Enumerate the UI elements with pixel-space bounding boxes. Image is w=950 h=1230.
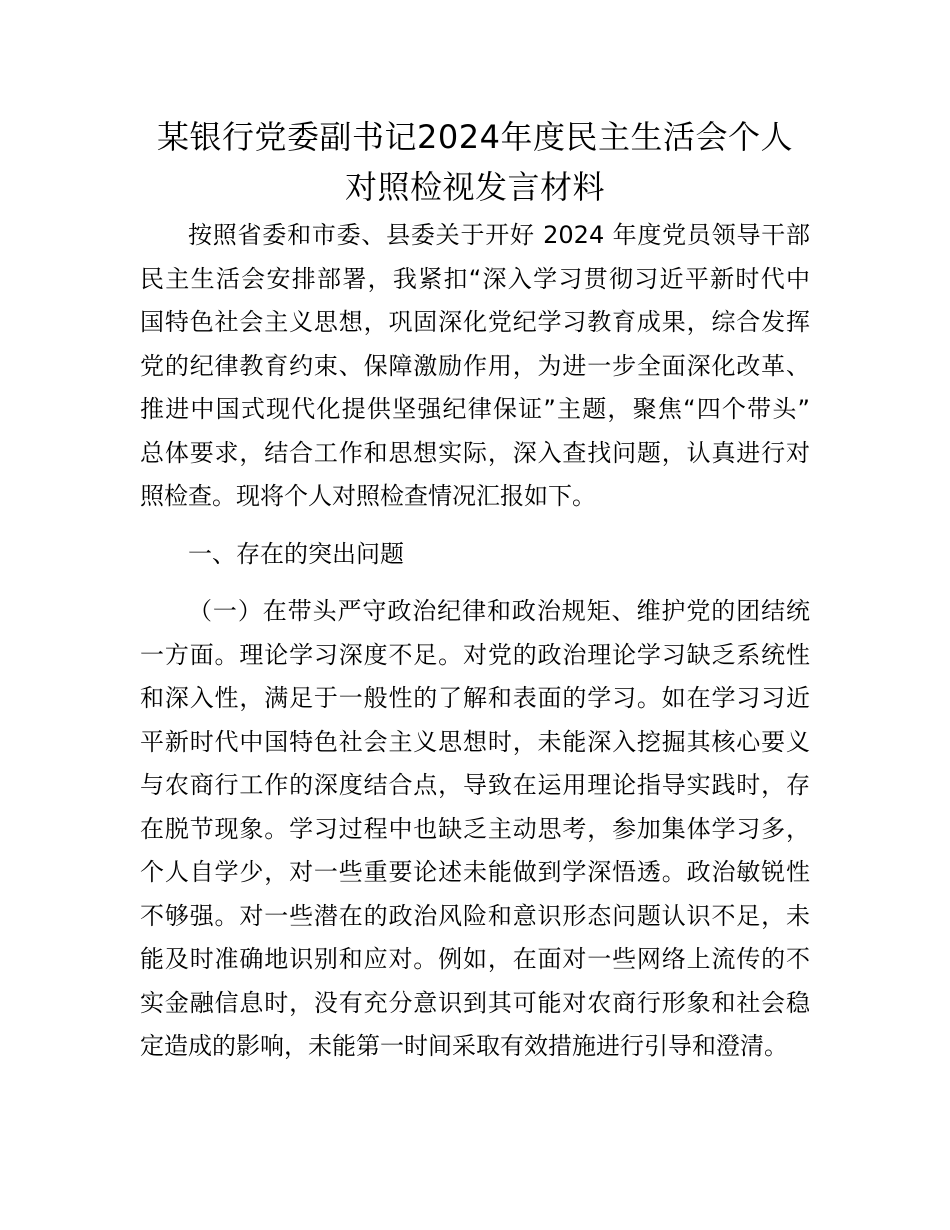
text-line: 民主生活会安排部署，我紧扣“深入学习贯彻习近平新时代中 bbox=[140, 264, 810, 293]
text-line: 与农商行工作的深度结合点，导致在运用理论指导实践时，存 bbox=[140, 771, 810, 799]
text-line: 定造成的影响，未能第一时间采取有效措施进行引导和澄清。 bbox=[140, 1032, 788, 1060]
text-line: 不够强。对一些潜在的政治风险和意识形态问题认识不足，未 bbox=[140, 901, 810, 930]
intro-paragraph bbox=[140, 214, 810, 519]
section-paragraph bbox=[140, 590, 810, 1069]
document-title bbox=[140, 112, 810, 212]
text-line: 实金融信息时，没有充分意识到其可能对农商行形象和社会稳 bbox=[140, 988, 810, 1017]
title-line-1: 某银行党委副书记2024年度民主生活会个人 bbox=[157, 118, 793, 156]
text-line: 平新时代中国特色社会主义思想时，未能深入挖掘其核心要义 bbox=[140, 727, 810, 756]
text-line: 能及时准确地识别和应对。例如，在面对一些网络上流传的不 bbox=[140, 945, 810, 973]
text-line: 总体要求，结合工作和思想实际，深入查找问题，认真进行对 bbox=[140, 438, 810, 467]
title-line-2: 对照检视发言材料 bbox=[344, 168, 605, 206]
text-line: 个人自学少，对一些重要论述未能做到学深悟透。政治敏锐性 bbox=[140, 858, 810, 886]
text-line: 推进中国式现代化提供坚强纪律保证”主题，聚焦“四个带头” bbox=[140, 395, 810, 423]
text-line: 一方面。理论学习深度不足。对党的政治理论学习缺乏系统性 bbox=[140, 640, 810, 669]
text-line: 党的纪律教育约束、保障激励作用，为进一步全面深化改革、 bbox=[140, 351, 810, 380]
text-line: 在脱节现象。学习过程中也缺乏主动思考，参加集体学习多， bbox=[140, 814, 810, 843]
text-line: （一）在带头严守政治纪律和政治规矩、维护党的团结统 bbox=[188, 597, 810, 625]
document-body bbox=[140, 214, 810, 1069]
text-line: 按照省委和市委、县委关于开好 2024 年度党员领导干部 bbox=[188, 221, 810, 249]
text-line: 照检查。现将个人对照检查情况汇报如下。 bbox=[140, 482, 596, 510]
section-heading: 一、存在的突出问题 bbox=[188, 539, 404, 568]
text-line: 和深入性，满足于一般性的了解和表面的学习。如在学习习近 bbox=[140, 684, 810, 712]
text-line: 国特色社会主义思想，巩固深化党纪学习教育成果，综合发挥 bbox=[140, 308, 810, 336]
